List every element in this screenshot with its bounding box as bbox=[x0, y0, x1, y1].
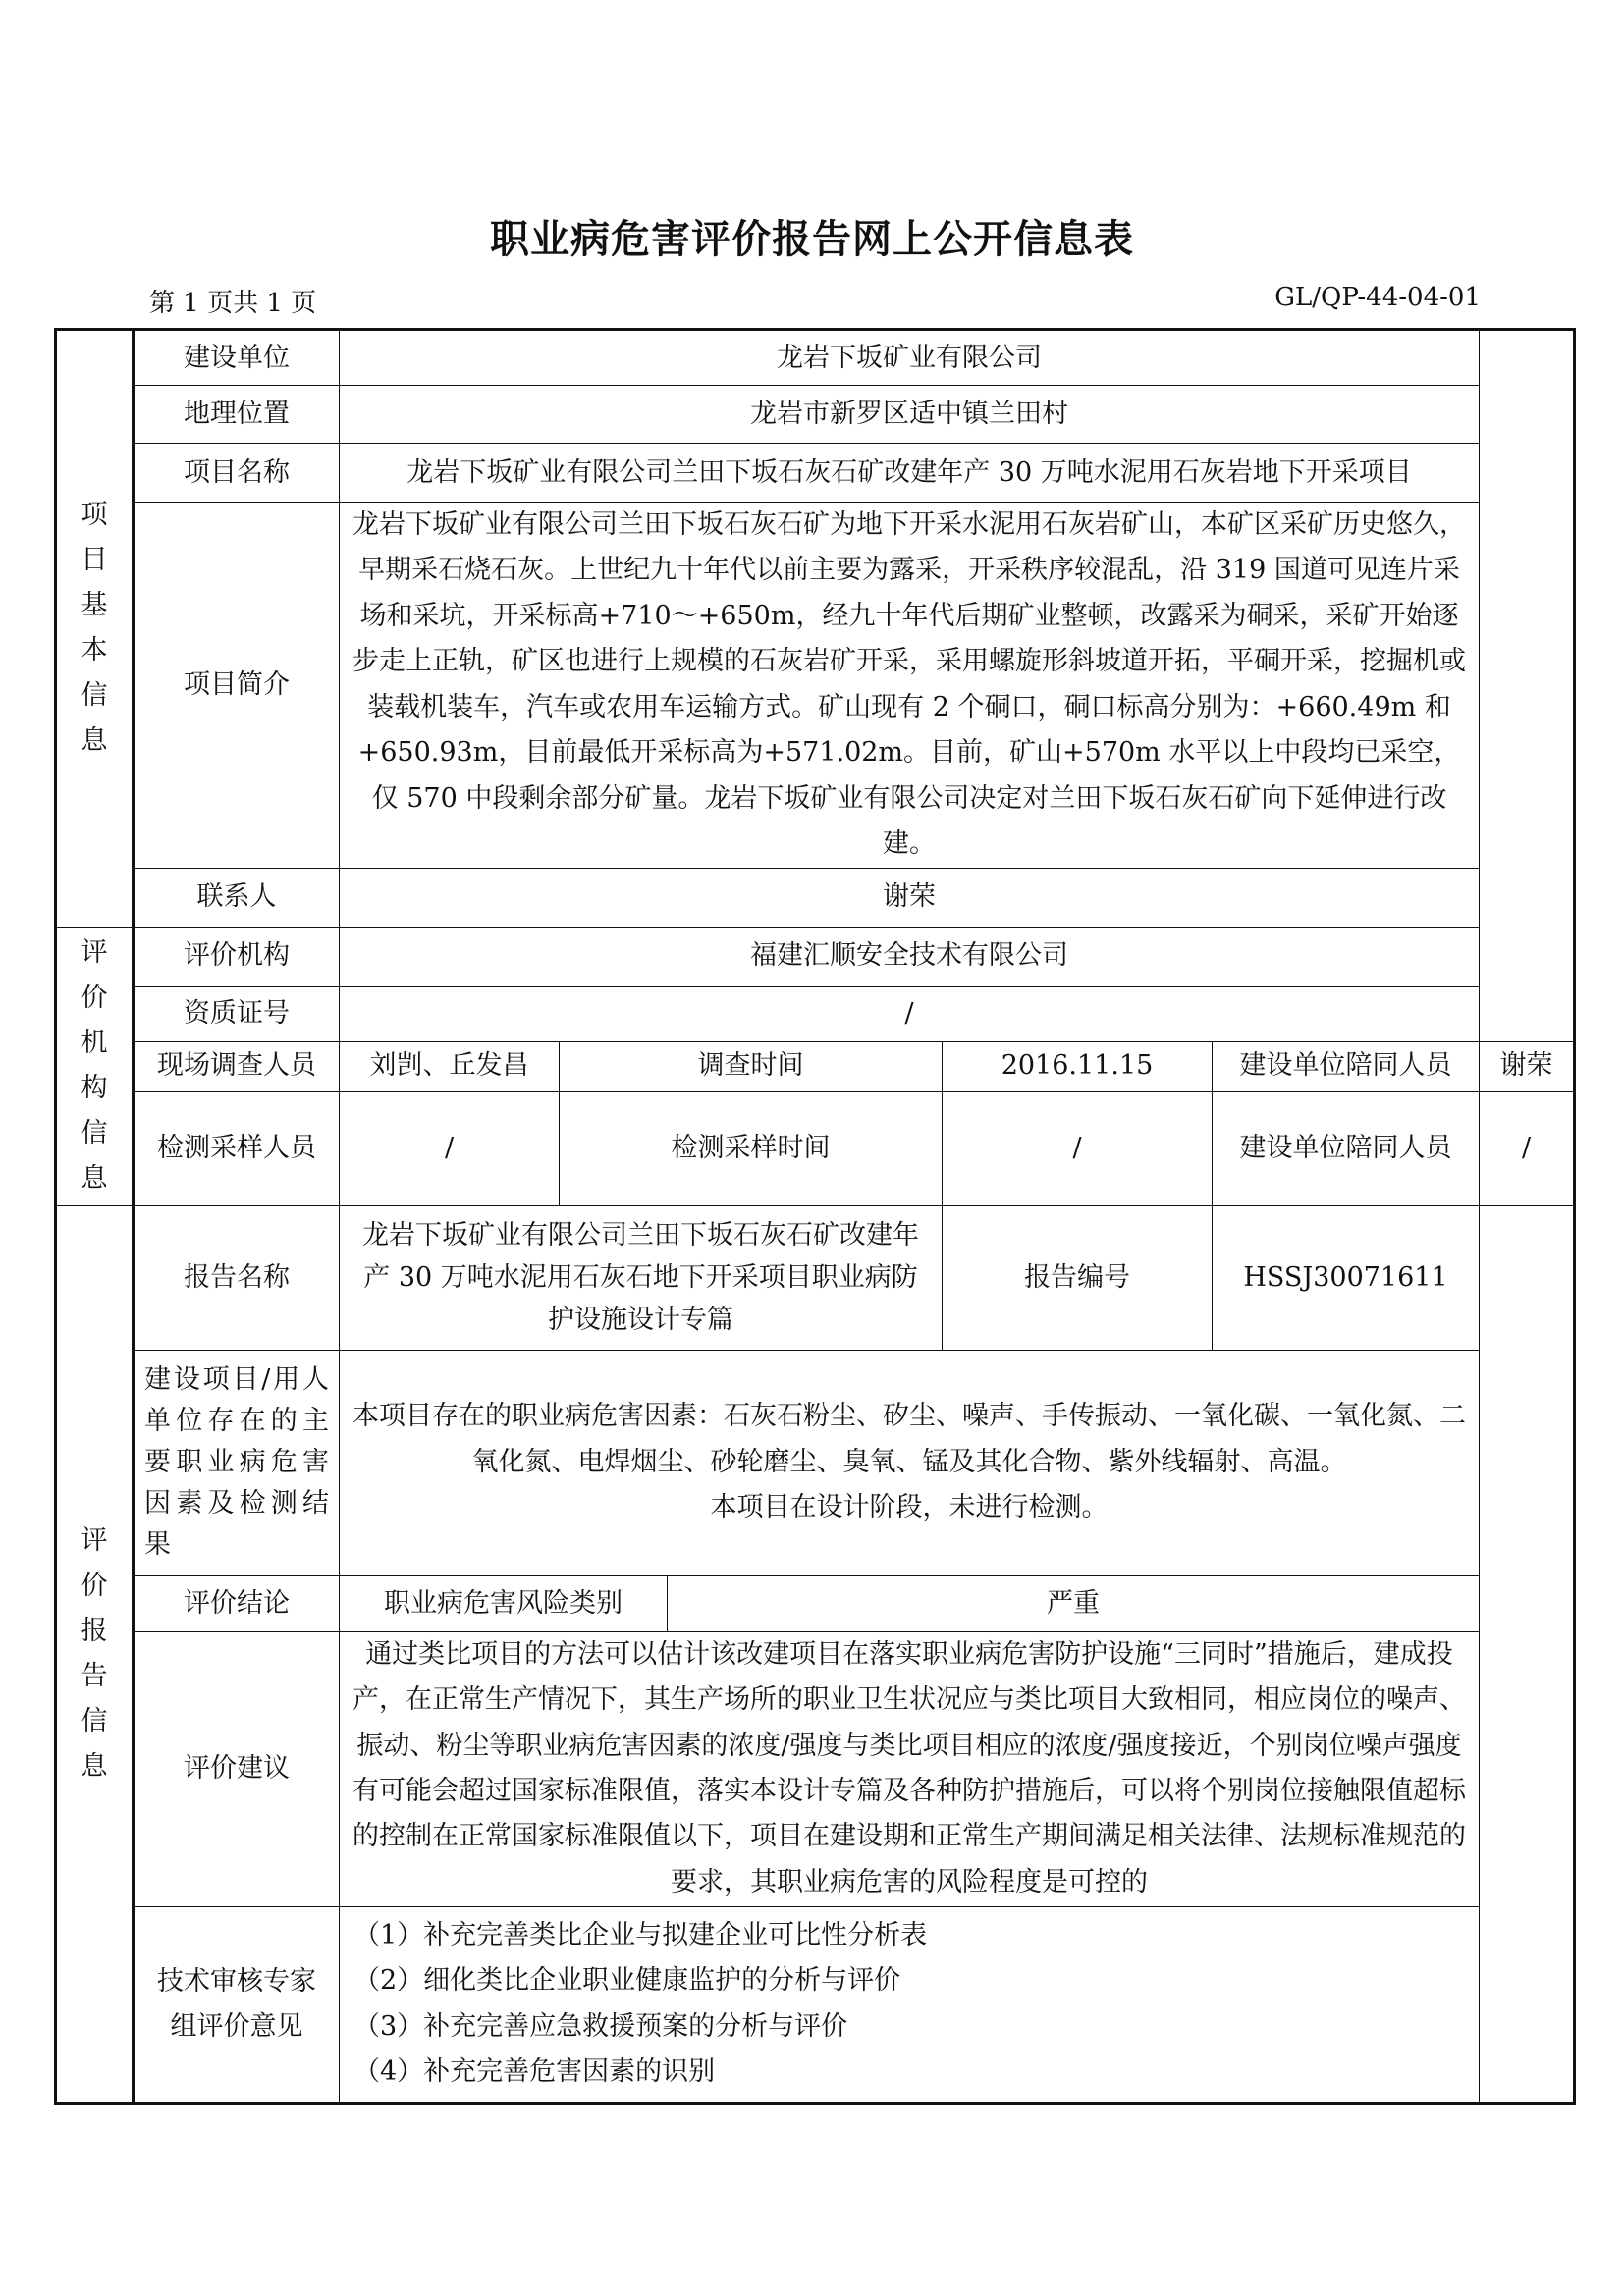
expert-opinion-item: （2）细化类比企业职业健康监护的分析与评价 bbox=[353, 1965, 901, 1997]
table-row bbox=[56, 330, 1575, 386]
cert-value: / bbox=[340, 986, 1480, 1041]
conclusion-label: 评价结论 bbox=[134, 1575, 340, 1631]
table-row bbox=[56, 503, 1575, 869]
advice-value: 通过类比项目的方法可以估计该改建项目在落实职业病危害防护设施“三同时”措施后，建成投产，在正常生产情况下，其生产场所的职业卫生状况应与类比项目大致相同，相应岗位的噪声、振动、粉尘等职业病危害因素的浓度/强度与类比项目相应的浓度/强度接近，个别岗位噪声强度有可能会超过国家标准限值，落实本设计专篇及各种防护措施后，可以将个别岗位接触限值超标的控制在正常国家标准限值以下，项目在建设期和正常生产期间满足相关法律、法规标准规范的要求，其职业病危害的风险程度是可控的 bbox=[340, 1631, 1480, 1906]
expert-opinion-item: （1）补充完善类比企业与拟建企业可比性分析表 bbox=[353, 1919, 928, 1950]
report-name-value: 龙岩下坂矿业有限公司兰田下坂石灰石矿改建年产 30 万吨水泥用石灰石地下开采项目职业病防护设施设计专篇 bbox=[340, 1205, 943, 1350]
project-intro-label: 项目简介 bbox=[134, 503, 340, 869]
project-name-label: 项目名称 bbox=[134, 444, 340, 503]
cert-label: 资质证号 bbox=[134, 986, 340, 1041]
table-row bbox=[56, 986, 1575, 1041]
contact-label: 联系人 bbox=[134, 868, 340, 927]
location-value: 龙岩市新罗区适中镇兰田村 bbox=[340, 386, 1480, 444]
expert-opinion-item: （4）补充完善危害因素的识别 bbox=[353, 2056, 716, 2087]
expert-opinion-label: 技术审核专家组评价意见 bbox=[134, 1906, 340, 2103]
table-row bbox=[56, 1631, 1575, 1906]
sampling-staff-value: / bbox=[340, 1091, 560, 1205]
risk-category-label: 职业病危害风险类别 bbox=[340, 1575, 668, 1631]
section-eval-org: 评价机构信息 bbox=[56, 927, 134, 1205]
accompany-value-2: / bbox=[1480, 1091, 1575, 1205]
table-row bbox=[56, 1575, 1575, 1631]
report-name-label: 报告名称 bbox=[134, 1205, 340, 1350]
sampling-time-label: 检测采样时间 bbox=[560, 1091, 943, 1205]
sampling-staff-label: 检测采样人员 bbox=[134, 1091, 340, 1205]
hazards-line-1: 本项目存在的职业病危害因素：石灰石粉尘、矽尘、噪声、手传振动、一氧化碳、一氧化氮、二氧化氮、电焊烟尘、砂轮磨尘、臭氧、锰及其化合物、紫外线辐射、高温。 bbox=[352, 1401, 1466, 1477]
hazards-label: 建设项目/用人单位存在的主要职业病危害因素及检测结果 bbox=[134, 1350, 340, 1575]
advice-label: 评价建议 bbox=[134, 1631, 340, 1906]
table-row bbox=[56, 1205, 1575, 1350]
hazards-value bbox=[340, 1350, 1480, 1575]
expert-opinion-item: （3）补充完善应急救援预案的分析与评价 bbox=[353, 2010, 848, 2042]
table-row bbox=[56, 1350, 1575, 1575]
accompany-label-2: 建设单位陪同人员 bbox=[1213, 1091, 1480, 1205]
table-row bbox=[56, 927, 1575, 986]
sampling-time-value: / bbox=[943, 1091, 1213, 1205]
table-row bbox=[56, 868, 1575, 927]
section-project-basic: 项目基本信息 bbox=[56, 330, 134, 928]
survey-staff-value: 刘剀、丘发昌 bbox=[340, 1041, 560, 1091]
project-intro-value: 龙岩下坂矿业有限公司兰田下坂石灰石矿为地下开采水泥用石灰岩矿山，本矿区采矿历史悠久，早期采石烧石灰。上世纪九十年代以前主要为露采，开采秩序较混乱，沿 319 国道可见连片采场和采坑，开采标高+710～+650m，经九十年代后期矿业整顿，改露采为硐采，采矿开始逐步走上正轨，矿区也进行上规模的石灰岩矿开采，采用螺旋形斜坡道开拓，平硐开采，挖掘机或装载机装车，汽车或农用车运输方式。矿山现有 2 个硐口，硐口标高分别为：+660.49m 和+650.93m，目前最低开采标高为+571.02m。目前，矿山+570m 水平以上中段均已采空，仅 570 中段剩余部分矿量。龙岩下坂矿业有限公司决定对兰田下坂石灰石矿向下延伸进行改建。 bbox=[340, 503, 1480, 869]
info-table bbox=[54, 328, 1576, 2105]
expert-opinion-list bbox=[340, 1906, 1480, 2103]
org-name-label: 评价机构 bbox=[134, 927, 340, 986]
unit-value: 龙岩下坂矿业有限公司 bbox=[340, 330, 1480, 386]
table-row bbox=[56, 1041, 1575, 1091]
accompany-label-1: 建设单位陪同人员 bbox=[1213, 1041, 1480, 1091]
risk-category-value: 严重 bbox=[668, 1575, 1480, 1631]
document-code: GL/QP-44-04-01 bbox=[1274, 283, 1481, 312]
table-row bbox=[56, 1091, 1575, 1205]
contact-value: 谢荣 bbox=[340, 868, 1480, 927]
hazards-line-2: 本项目在设计阶段，未进行检测。 bbox=[710, 1492, 1109, 1523]
accompany-value-1: 谢荣 bbox=[1480, 1041, 1575, 1091]
project-name-value: 龙岩下坂矿业有限公司兰田下坂石灰石矿改建年产 30 万吨水泥用石灰岩地下开采项目 bbox=[340, 444, 1480, 503]
report-number-label: 报告编号 bbox=[943, 1205, 1213, 1350]
table-row bbox=[56, 386, 1575, 444]
survey-time-label: 调查时间 bbox=[560, 1041, 943, 1091]
report-number-value: HSSJ30071611 bbox=[1213, 1205, 1480, 1350]
page-title: 职业病危害评价报告网上公开信息表 bbox=[490, 216, 1134, 262]
org-name-value: 福建汇顺安全技术有限公司 bbox=[340, 927, 1480, 986]
page-indicator: 第 1 页共 1 页 bbox=[149, 289, 317, 318]
table-row bbox=[56, 1906, 1575, 2103]
table-row bbox=[56, 444, 1575, 503]
unit-label: 建设单位 bbox=[134, 330, 340, 386]
survey-time-value: 2016.11.15 bbox=[943, 1041, 1213, 1091]
section-eval-report: 评价报告信息 bbox=[56, 1205, 134, 2103]
survey-staff-label: 现场调查人员 bbox=[134, 1041, 340, 1091]
location-label: 地理位置 bbox=[134, 386, 340, 444]
